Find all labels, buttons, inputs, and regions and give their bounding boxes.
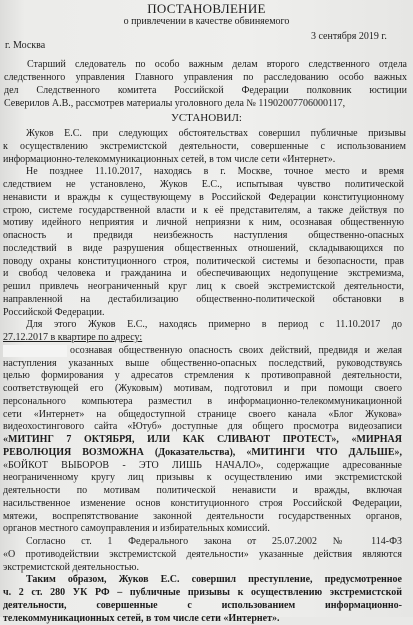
- intro-line: следственного управления Главного управления по расследованию особо важных: [4, 72, 407, 83]
- body-line: мятежи, воспрепятствование законной деятельности государственных органов,: [3, 510, 402, 522]
- body-line: 27.12.2017 в квартире по адресу:: [3, 332, 143, 343]
- body-line: Согласно ст. 1 Федерального закона от 25.07.2002 № 114-ФЗ: [26, 536, 402, 547]
- body-line: Российской Федерации.: [3, 306, 105, 318]
- body-line: Для этого Жуков Е.С., находясь примерно в период с 11.10.2017 до: [26, 319, 402, 331]
- body-line: Таким образом, Жуков Е.С. совершил преступление, предусмотренное: [26, 574, 402, 586]
- body-line: мотиву идейного неприятия и личной неприязни к ним, осознавая общественную: [3, 217, 404, 229]
- body-line: ненависти и вражды к существующему в Российской Федерации конституционному: [3, 191, 404, 203]
- body-line: ч. 2 ст. 280 УК РФ – публичные призывы к осуществлению экстремистской: [3, 587, 402, 598]
- body-line: неограниченному кругу лиц призывы к осуществлению ими экстремистской: [3, 472, 402, 484]
- intro-line: дел Следственного комитета Российской Федерации полковник юстиции: [4, 85, 407, 96]
- body-line: «БОЙКОТ ВЫБОРОВ - ЭТО ЛИШЬ НАЧАЛО», содержащие адресованные: [3, 459, 402, 471]
- body-line: соответствующей его (Жуковым) мотивам, подготовил и при помощи своего: [3, 383, 402, 394]
- body-line: Не позднее 11.10.2017, находясь в г. Москве, точное место и время: [26, 166, 404, 178]
- body-line: направленной на дестабилизацию общественно-политической обстановки в: [3, 293, 404, 305]
- body-line: к осуществлению экстремистской деятельности, совершенные с использованием: [3, 140, 406, 152]
- body-line: «О противодействии экстремистской деятельности» указанные действия являются: [3, 548, 402, 560]
- document-city: г. Москва: [5, 40, 46, 51]
- intro-line: Старший следователь по особо важным делам второго следственного отдела: [27, 59, 407, 70]
- body-line: РЕВОЛЮЦИЯ ВОЗМОЖНА (Доказательства), «МИТИНГИ ЧТО ДАЛЬШЕ»,: [3, 446, 402, 458]
- body-line: персонального компьютера разместил в информационно-телекоммуникационной: [3, 395, 402, 407]
- body-line: насильственное изменение основ конституционного строя Российской Федерации,: [3, 497, 402, 509]
- body-line: последствий в виде разрушения общественных отношений, складывающихся по: [3, 242, 404, 254]
- body-line: решил привлечь неограниченный круг лиц к своей экстремистской деятельности,: [3, 281, 404, 292]
- body-line: наступления указанных выше общественно-опасных последствий, руководствуясь: [3, 357, 402, 369]
- body-line: опасность и предвидя неизбежность наступления общественно-опасных: [3, 230, 404, 241]
- body-line: и свобод человека и гражданина и обеспечивающих недопущение экстремизма,: [3, 268, 404, 280]
- body-line: экстремистской деятельностью.: [3, 561, 139, 573]
- body-line: телекоммуникационных сетей, в том числе сети «Интернет».: [3, 612, 280, 624]
- body-line: поводу охраны конституционного строя, политической системы и безопасности, прав: [3, 255, 404, 267]
- body-line: деятельности по мотивам политической ненависти и вражды, включая: [3, 485, 402, 496]
- body-line: строю, системе государственной власти и к её представителям, а также действуя по: [3, 204, 404, 216]
- body-line: следствием не установлено, Жуков Е.С., испытывая чувство политической: [3, 179, 404, 190]
- body-line: деятельности, совершенные с использованием информационно-: [3, 599, 402, 611]
- document-title: ПОСТАНОВЛЕНИЕ: [147, 1, 266, 16]
- body-line: сети «Интернет» на общедоступной странице своего канала «Блог Жукова»: [3, 408, 402, 420]
- intro-line: Северилов А.В., рассмотрев материалы уголовного дела № 11902007706000117,: [4, 98, 346, 109]
- body-line: информационно-телекоммуникационных сетей, в том числе сети «Интернет».: [3, 153, 336, 165]
- document-date: 3 сентября 2019 г.: [311, 31, 387, 42]
- body-line: видеохостингового сайта «Ютуб» доступные для общего просмотра видеозаписи: [3, 421, 402, 433]
- body-line: целью формирования у адресатов стремления к противоправной деятельности,: [3, 370, 402, 382]
- body-line: осознавая общественную опасность своих действий, предвидя и желая: [70, 344, 402, 356]
- body-line: органов местного самоуправления и избирательных комиссий.: [3, 523, 270, 535]
- body-line: «МИТИНГ 7 ОКТЯБРЯ, ИЛИ КАК СЛИВАЮТ ПРОТЕСТ», «МИРНАЯ: [3, 434, 402, 445]
- established-heading: УСТАНОВИЛ:: [171, 112, 242, 124]
- document-subtitle: о привлечении в качестве обвиняемого: [123, 16, 290, 27]
- redacted-address: [3, 345, 67, 357]
- body-line: Жуков Е.С. при следующих обстоятельствах совершил публичные призывы: [26, 128, 406, 139]
